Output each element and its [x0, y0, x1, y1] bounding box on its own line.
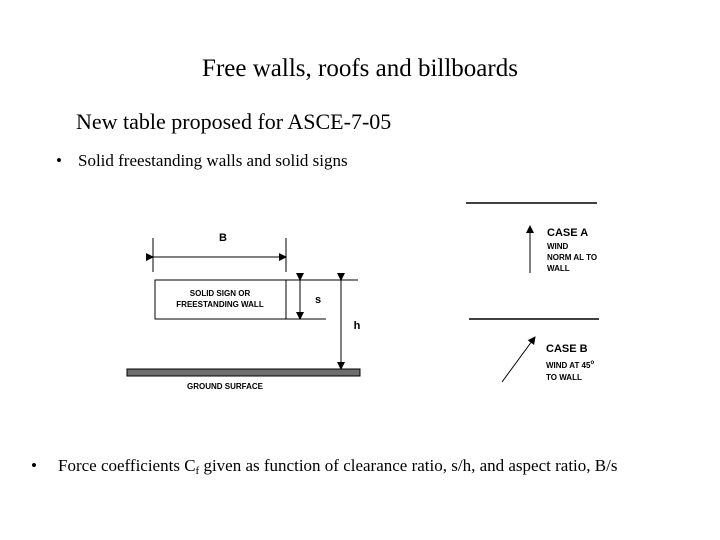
- bullet-text: Solid freestanding walls and solid signs: [78, 151, 348, 170]
- case-b-line1-text: WIND AT 45: [546, 361, 591, 370]
- ground-surface-bar: [127, 369, 360, 376]
- dimension-s-label: s: [314, 294, 322, 306]
- case-a-line2: NORM AL TO: [547, 253, 598, 262]
- case-b-title: CASE B: [546, 343, 588, 355]
- case-a-line3: WALL: [547, 264, 570, 273]
- dimension-b-label: B: [219, 232, 227, 244]
- case-a-title: CASE A: [547, 227, 589, 239]
- sign-label-line1: SOLID SIGN OR: [189, 289, 251, 298]
- case-b-degree: o: [590, 360, 595, 366]
- dimension-h-label: h: [353, 320, 361, 332]
- case-b-group: [469, 319, 599, 382]
- sign-label-line2: FREESTANDING WALL: [176, 300, 264, 309]
- bullet-text-subscript: f: [195, 465, 200, 477]
- case-b-line2: TO WALL: [546, 373, 582, 382]
- dimension-b-group: [153, 232, 286, 272]
- bullet-item-force-coefficients: [31, 456, 617, 477]
- bullet-text-prefix: Force coefficients C: [58, 456, 196, 475]
- case-a-group: [466, 203, 597, 273]
- case-a-line1: WIND: [547, 242, 569, 251]
- case-b-line1: [546, 360, 594, 370]
- slide-subtitle: New table proposed for ASCE-7-05: [76, 109, 392, 134]
- ground-surface-label: GROUND SURFACE: [186, 382, 264, 391]
- bullet-icon: •: [56, 151, 62, 170]
- case-b-wind-arrow-icon: [502, 337, 535, 382]
- bullet-icon: •: [31, 456, 37, 475]
- slide-title: Free walls, roofs and billboards: [202, 55, 518, 82]
- bullet-text-suffix: given as function of clearance ratio, s/h, and aspect ratio, B/s: [199, 456, 618, 475]
